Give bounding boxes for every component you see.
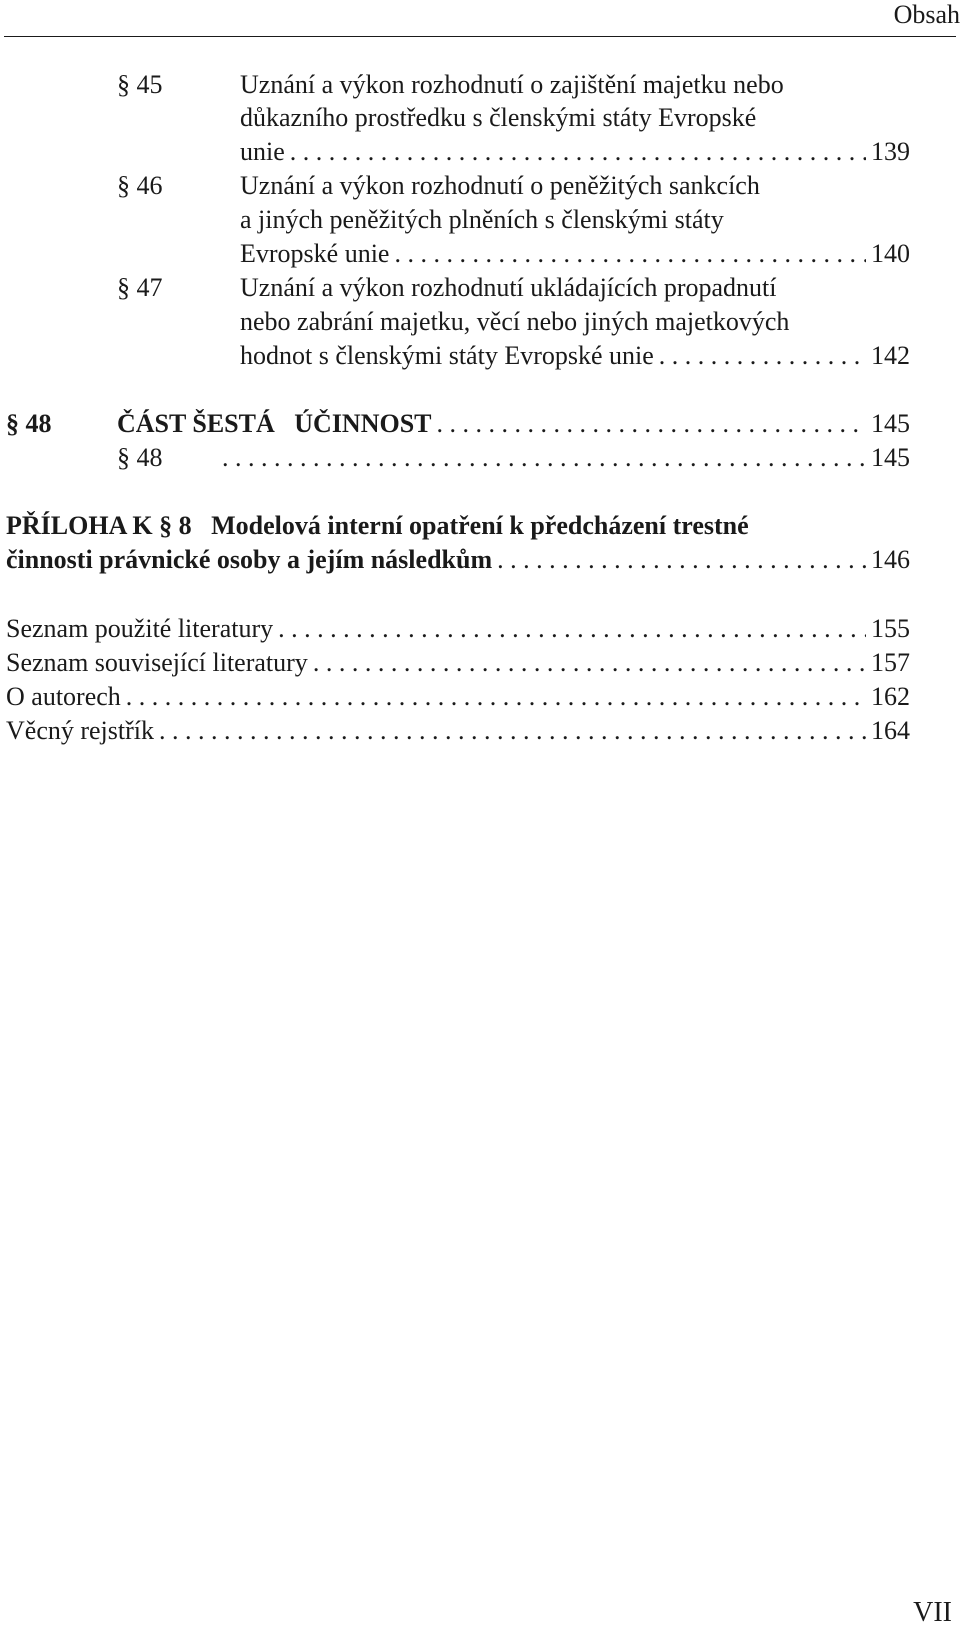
- toc-appendix-line1: [6, 509, 749, 543]
- toc-entry-45-page: 139: [871, 137, 910, 166]
- dot-leader: [394, 237, 866, 271]
- toc-entry-45-title-2: důkazního prostředku s členskými státy Evropské: [240, 103, 757, 132]
- dot-leader: [290, 135, 866, 169]
- toc-back-page: 155: [871, 614, 910, 643]
- dot-leader: [278, 612, 866, 646]
- toc-back-page: 162: [871, 682, 910, 711]
- toc-entry-46-page: 140: [871, 239, 910, 268]
- toc-entry-45-line1: [240, 68, 784, 102]
- toc-entry-45-title-3: unie: [240, 137, 285, 166]
- toc-entry-45-link[interactable]: [240, 135, 910, 169]
- toc-entry-46-number: § 46: [117, 171, 163, 200]
- toc-entry-47-link[interactable]: [240, 339, 910, 373]
- toc-entry-48-page: 145: [871, 443, 910, 472]
- dot-leader: [159, 714, 866, 748]
- dot-leader: [497, 543, 866, 577]
- toc-back-page: 164: [871, 716, 910, 745]
- toc-entry-47-number: § 47: [117, 273, 163, 302]
- toc-entry-47-line2: [240, 305, 789, 339]
- toc-entry-45-line2: [240, 101, 756, 135]
- toc-appendix-link[interactable]: [6, 543, 910, 577]
- toc-part-six-page: 145: [871, 409, 910, 438]
- dot-leader: [437, 407, 866, 441]
- dot-leader: [313, 646, 866, 680]
- toc-entry-47-page: 142: [871, 341, 910, 370]
- toc-entry-48-link[interactable]: [117, 441, 910, 475]
- toc-entry-45-number: § 45: [117, 70, 163, 99]
- toc-entry-46-title-3: Evropské unie: [240, 239, 390, 268]
- toc-back-page: 157: [871, 648, 910, 677]
- toc-entry-47-title-3: hodnot s členskými státy Evropské unie: [240, 341, 654, 370]
- toc-entry-46-line1: [240, 169, 760, 203]
- toc-back-authors[interactable]: [6, 680, 910, 714]
- dot-leader: [126, 680, 866, 714]
- toc-back-literature-used[interactable]: [6, 612, 910, 646]
- running-head: Obsah: [893, 0, 960, 29]
- toc-part-six-link[interactable]: [117, 407, 910, 441]
- toc-part-six-title: ČÁST ŠESTÁ ÚČINNOST: [117, 409, 432, 438]
- toc-back-title: O autorech: [6, 682, 121, 711]
- toc-entry-46-line2: [240, 203, 724, 237]
- toc-entry-47-title-1: Uznání a výkon rozhodnutí ukládajících propadnutí: [240, 273, 777, 302]
- toc-appendix-page: 146: [871, 545, 910, 574]
- toc-entry-46-link[interactable]: [240, 237, 910, 271]
- dot-leader: [222, 441, 866, 475]
- toc-entry-47-line1: [240, 271, 776, 305]
- toc-entry-48-number: § 48: [117, 443, 163, 472]
- toc-appendix-title-1: PŘÍLOHA K § 8 Modelová interní opatření k předcházení trestné: [6, 511, 749, 540]
- dot-leader: [659, 339, 866, 373]
- toc-back-index[interactable]: [6, 714, 910, 748]
- toc-back-title: Seznam použité literatury: [6, 614, 274, 643]
- toc-appendix-title-2: činnosti právnické osoby a jejím následkům: [6, 545, 493, 574]
- toc-back-title: Seznam související literatury: [6, 648, 308, 677]
- header-rule: [4, 36, 956, 37]
- toc-entry-46-title-1: Uznání a výkon rozhodnutí o peněžitých sankcích: [240, 171, 760, 200]
- page-folio: VII: [913, 1597, 952, 1628]
- toc-back-title: Věcný rejstřík: [6, 716, 155, 745]
- toc-entry-46-title-2: a jiných peněžitých plněních s členskými státy: [240, 205, 724, 234]
- toc-part-six-number: § 48: [6, 409, 52, 438]
- toc-entry-45-title-1: Uznání a výkon rozhodnutí o zajištění majetku nebo: [240, 70, 784, 99]
- toc-back-related-literature[interactable]: [6, 646, 910, 680]
- toc-entry-47-title-2: nebo zabrání majetku, věcí nebo jiných majetkových: [240, 307, 790, 336]
